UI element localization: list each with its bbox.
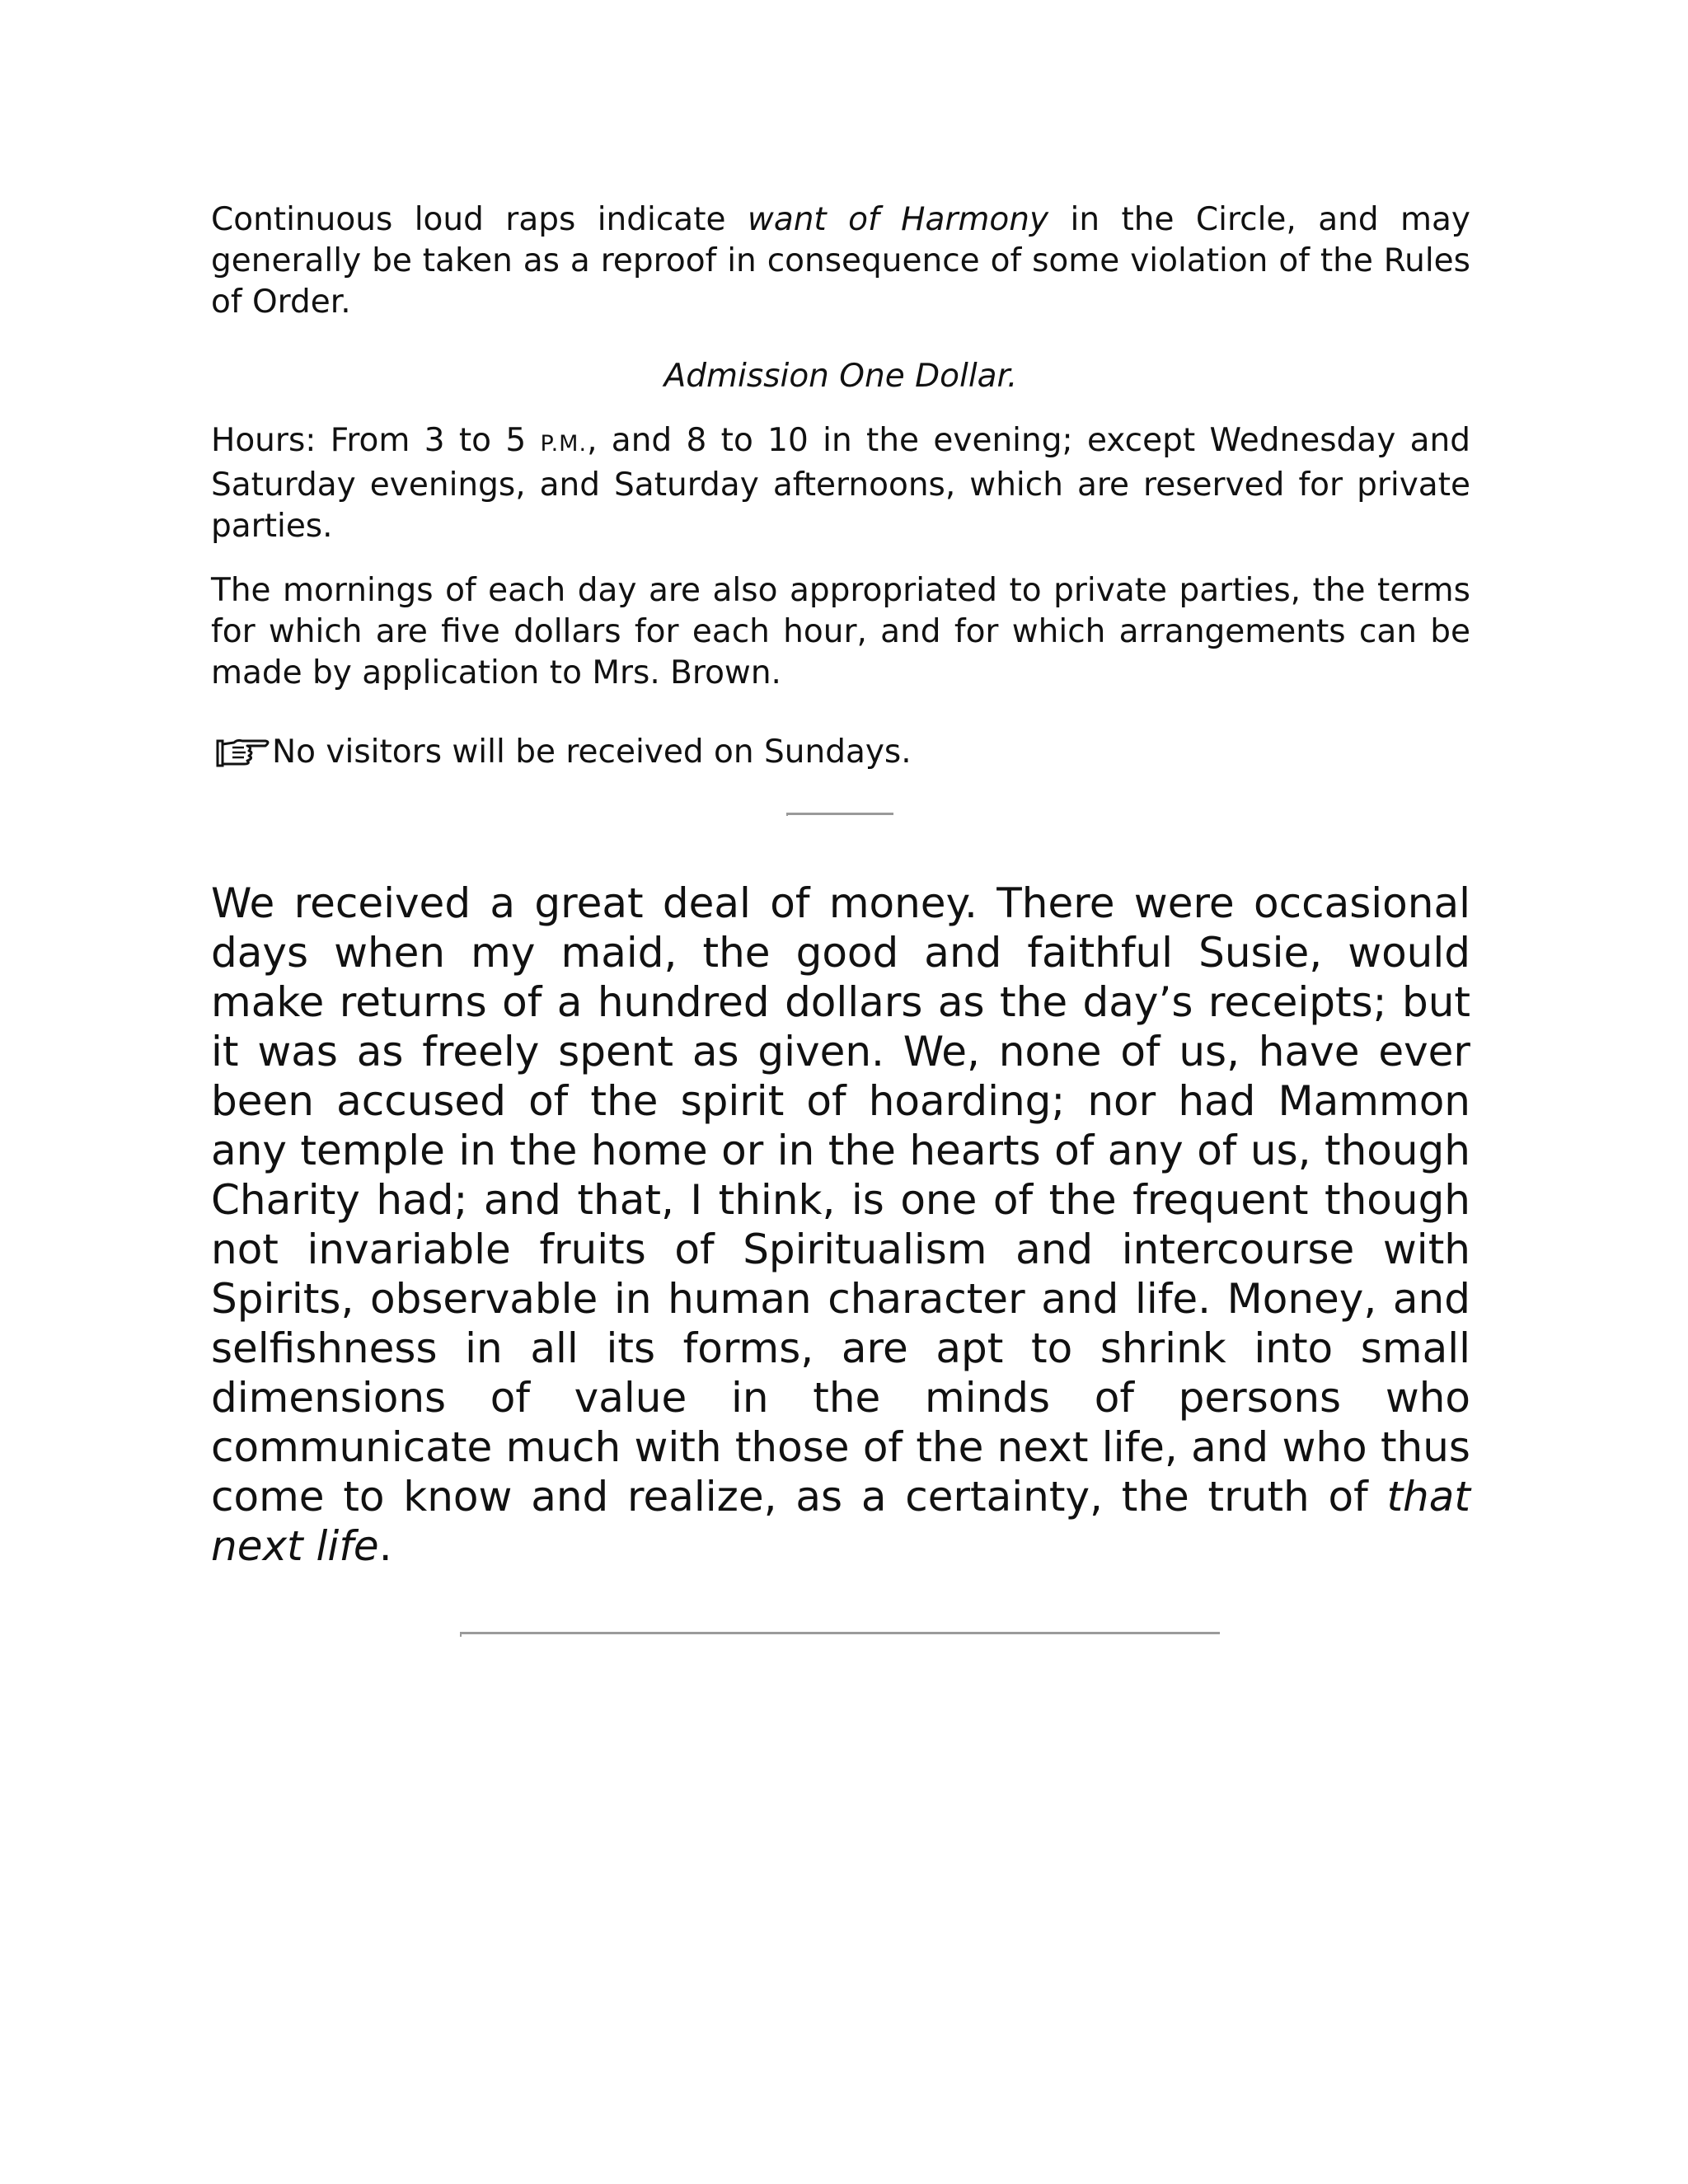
raps-emphasis: want of Harmony <box>747 201 1049 238</box>
sunday-notice <box>211 732 1470 773</box>
main-paragraph-emphasis: that next life <box>211 1473 1470 1570</box>
admission-line: Admission One Dollar. <box>663 358 1018 395</box>
notice-section <box>211 199 1470 773</box>
raps-text-start: Continuous loud raps indicate <box>211 201 748 238</box>
hours-text-start: Hours: From 3 to 5 <box>211 422 541 459</box>
pointing-hand-icon <box>216 736 272 769</box>
sunday-text: No visitors will be received on Sundays. <box>272 733 912 771</box>
main-paragraph <box>211 879 1470 1571</box>
section-divider-short <box>786 813 893 816</box>
mornings-notice: The mornings of each day are also appropriated to private parties, the terms for which are five dollars for each hour, and for which arrangements can be made by application to Mrs. Brown. <box>211 572 1470 691</box>
raps-notice <box>211 199 1470 323</box>
hours-pm: P.M. <box>540 431 588 457</box>
hours-text-end: , and 8 to 10 in the evening; except Wednesday and Saturday evenings, and Saturday afternoons, which are reserved for private parties. <box>211 422 1470 545</box>
raps-text-end: in the Circle, and may generally be taken as a reproof in consequence of some violation of the Rules of Order. <box>211 201 1471 321</box>
main-paragraph-end: . <box>378 1522 392 1570</box>
hours-notice <box>211 420 1470 547</box>
section-divider-long <box>460 1632 1220 1637</box>
main-paragraph-text: We received a great deal of money. There were occasional days when my maid, the good and faithful Susie, would make returns of a hundred dollars as the day’s receipts; but it was as freely spent as given. We, none of us, have ever been accused of the spirit of hoarding; nor had Mammon any temple in the home or in the hearts of any of us, though Charity had; and that, I think, is one of the frequent though not invariable fruits of Spiritualism and intercourse with Spirits, observable in human character and life. Money, and selfishness in all its forms, are apt to shrink into small dimensions of value in the minds of persons who communicate much with those of the next life, and who thus come to know and realize, as a certainty, the truth of <box>211 879 1470 1521</box>
